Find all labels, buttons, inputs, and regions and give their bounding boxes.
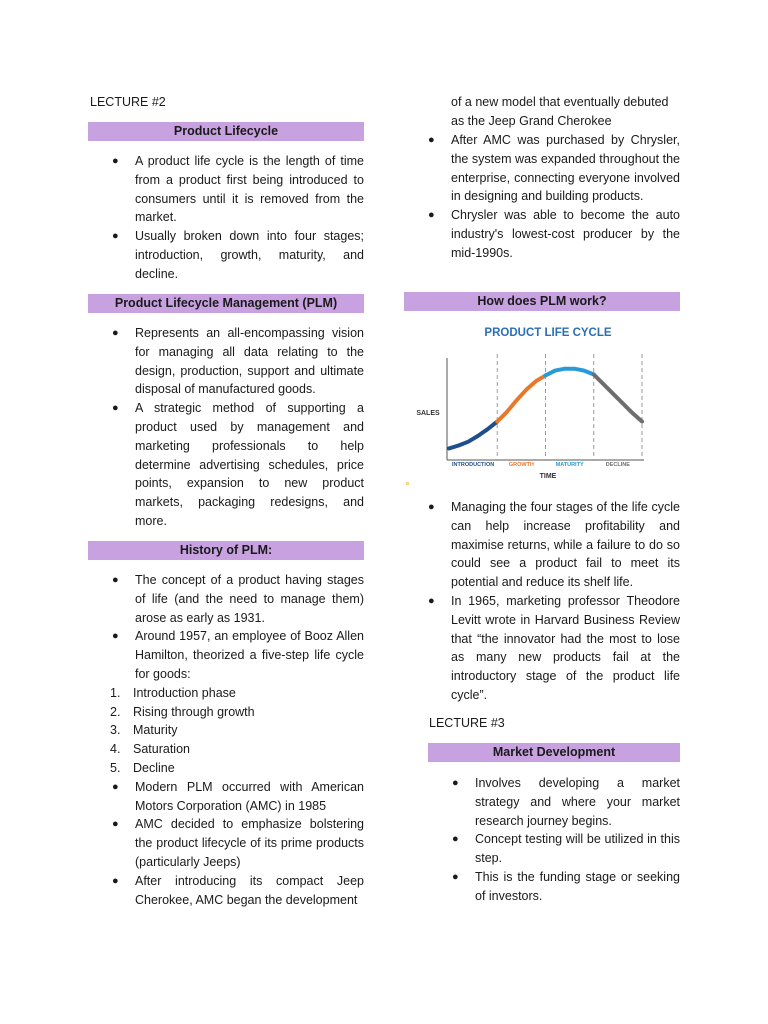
stage-label-decline: DECLINE (605, 462, 630, 468)
header-product-lifecycle: Product Lifecycle (88, 122, 364, 141)
list-item: ● Usually broken down into four stages; introduction, growth, maturity, and decline. (112, 229, 364, 281)
header-history-plm: History of PLM: (88, 541, 364, 560)
bullet-icon: ● (112, 402, 119, 415)
chart-title: PRODUCT LIFE CYCLE (484, 327, 612, 339)
plm-list (88, 324, 364, 531)
bullet-icon: ● (428, 594, 435, 607)
stage-label-growth: GROWTH (508, 462, 534, 468)
plm-work-list (404, 498, 680, 705)
bullet-icon: ● (112, 155, 119, 167)
list-item: ● Chrysler was able to become the auto industry's lowest-cost producer by the mid-1990s. (428, 208, 680, 260)
step-item: 3. Maturity (110, 723, 178, 738)
list-item: ● Modern PLM occurred with American Motors Corporation (AMC) in 1985 (112, 779, 364, 813)
list-item: ● After introducing its compact Jeep Cherokee, AMC began the development (112, 873, 364, 907)
series-line-maturity (546, 369, 594, 376)
bullet-icon: ● (112, 818, 119, 831)
list-item: ● This is the funding stage or seeking of investors. (452, 869, 680, 903)
header-market-development: Market Development (428, 743, 680, 762)
series-line-growth (497, 375, 545, 421)
bullet-icon: ● (112, 230, 119, 243)
stage-label-maturity: MATURITY (555, 462, 584, 468)
product-life-cycle-chart (404, 318, 680, 490)
list-item: ● Concept testing will be utilized in this step. (452, 832, 680, 866)
list-item: ● Represents an all-encompassing vision for managing all data relating to the design, production, support and ultimate disposal of manufactured goods. (112, 326, 364, 397)
header-plm: Product Lifecycle Management (PLM) (88, 294, 364, 313)
product-lifecycle-list (88, 152, 364, 284)
bullet-icon: ● (428, 209, 435, 222)
list-item: ● Around 1957, an employee of Booz Allen Hamilton, theorized a five-step life cycle for goods: 1. Introduction phase 2. Rising through growth 3. Maturity 4. Saturation 5. Decline (88, 627, 364, 777)
list-item: ● Involves developing a market strategy and where your market research journey begins. (452, 776, 680, 828)
list-item: ● In 1965, marketing professor Theodore Levitt wrote in Harvard Business Review that “the innovator had the most to lose as many new products fail at the introductory stage of the product life cycle”. (428, 593, 680, 702)
list-item: ● The concept of a product having stages of life (and the need to manage them) arose as early as 1931. (112, 573, 364, 625)
chrysler-list (404, 131, 680, 263)
bullet-icon: ● (112, 327, 119, 339)
header-how-plm-works: How does PLM work? (404, 292, 680, 311)
bullet-icon: ● (112, 630, 119, 643)
bullet-icon: ● (452, 833, 459, 846)
list-item: ● A product life cycle is the length of time from a product first being introduced to consumers until it is removed from the market. (112, 154, 364, 225)
history-list (88, 571, 364, 909)
continuation-text: of a new model that eventually debuted as the Jeep Grand Cherokee (451, 95, 669, 128)
step-item: 2. Rising through growth (110, 704, 255, 719)
x-axis-label: TIME (539, 473, 557, 480)
list-item: ● AMC decided to emphasize bolstering the product lifecycle of its prime products (particularly Jeeps) (112, 817, 364, 869)
step-item: 4. Saturation (110, 742, 190, 757)
five-step-list (88, 684, 364, 778)
stage-label-introduction: INTRODUCTION (452, 462, 495, 468)
bullet-icon: ● (428, 501, 435, 513)
bullet-icon: ● (452, 870, 459, 883)
lecture-3-label: LECTURE #3 (429, 716, 505, 730)
market-list (428, 774, 680, 906)
list-item: ● Managing the four stages of the life cycle can help increase profitability and maximise returns, while a failure to do so could see a product fail to meet its potential and reduce its shelf life. (428, 500, 680, 590)
decorative-dot (406, 482, 409, 485)
series-line-decline (594, 375, 642, 422)
chart-svg (404, 318, 680, 490)
y-axis-label: SALES (416, 410, 440, 417)
list-item: ● After AMC was purchased by Chrysler, the system was expanded throughout the enterprise, connecting everyone involved in designing and building products. (428, 133, 680, 204)
series-line-introduction (449, 422, 497, 449)
step-item: 5. Decline (110, 760, 175, 775)
bullet-icon: ● (112, 574, 119, 586)
bullet-icon: ● (452, 777, 459, 789)
bullet-icon: ● (112, 780, 119, 793)
step-item: 1. Introduction phase (110, 685, 236, 700)
bullet-icon: ● (428, 134, 435, 146)
bullet-icon: ● (112, 874, 119, 887)
lecture-2-label: LECTURE #2 (90, 95, 166, 109)
list-item: ● A strategic method of supporting a product used by management and marketing professionals to help determine advertising schedules, price points, expansion to new product markets, packaging redesigns, and more. (112, 401, 364, 528)
